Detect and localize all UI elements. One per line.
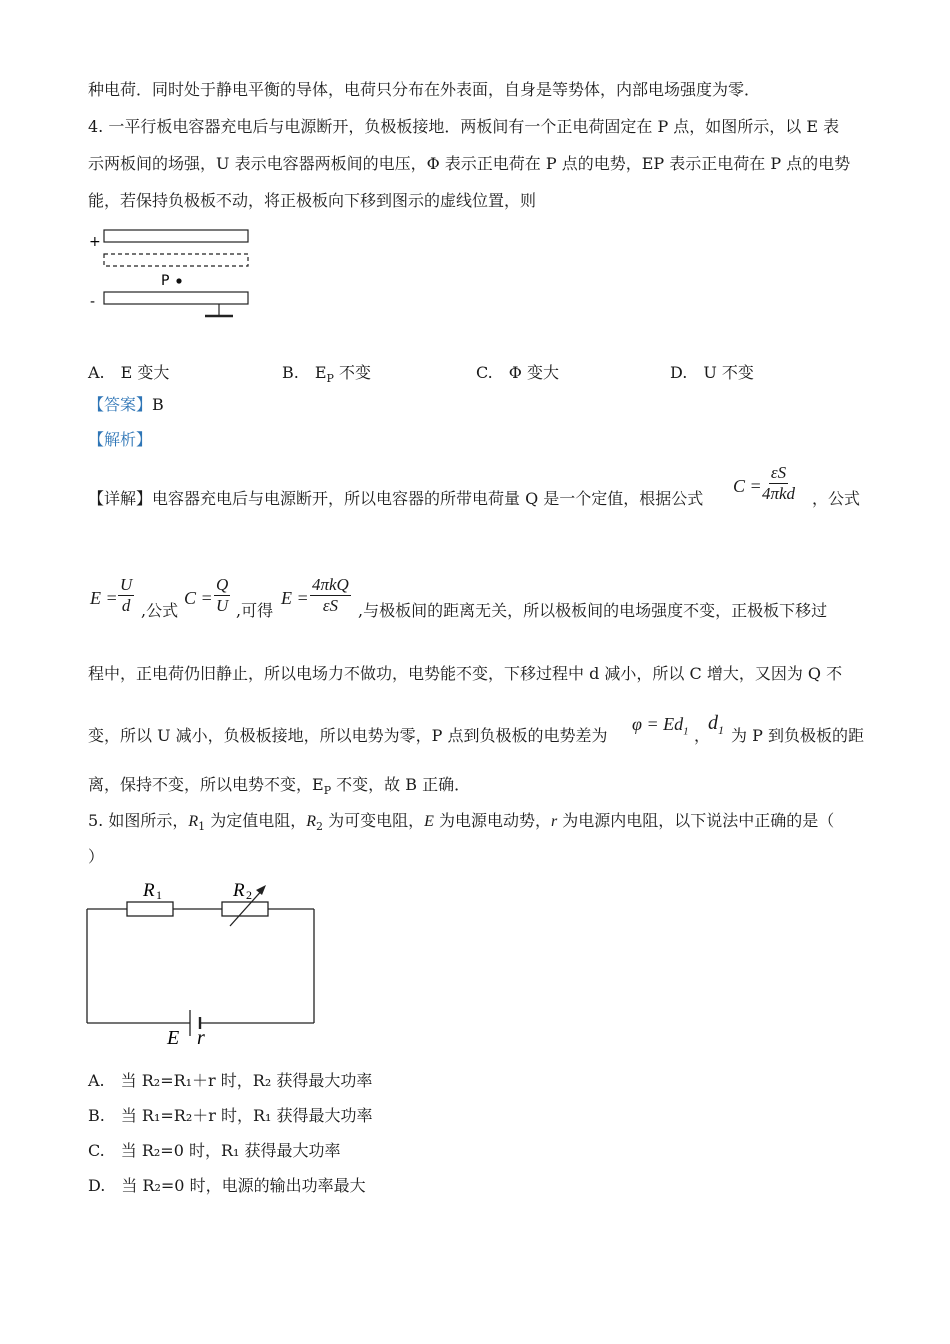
formula-c1-lhs: C = xyxy=(733,476,762,496)
e-label: E xyxy=(167,1027,180,1049)
negative-plate xyxy=(104,292,248,304)
r-label: r xyxy=(197,1027,205,1049)
analysis-tag: 【解析】 xyxy=(88,430,153,449)
point-p-label: P xyxy=(161,273,170,289)
q5-option-b: B. 当 R₁=R₂＋r 时，R₁ 获得最大功率 xyxy=(88,1106,373,1125)
q5-stem-line2: ） xyxy=(88,847,105,866)
q5-stem-line1: 5. 如图所示，$R_1$ 为定值电阻，$R_2$ 为可变电阻，E 为电源电动势，r 为电源内电阻，以下说法中正确的是（ xyxy=(88,811,835,834)
q4-option-d: D. U 不变 xyxy=(670,363,754,382)
r1-label: R xyxy=(143,880,155,901)
r1-label-sub: 1 xyxy=(156,888,162,902)
capacitor-diagram xyxy=(85,225,265,325)
q5-option-d: D. 当 R₂=0 时，电源的输出功率最大 xyxy=(88,1176,366,1195)
paragraph-continuation: 种电荷．同时处于静电平衡的导体，电荷只分布在外表面，自身是等势体，内部电场强度为零． xyxy=(88,80,761,99)
detail-line2: ,与极板间的距离无关，所以极板间的电场强度不变，正极板下移过 xyxy=(358,601,828,620)
detail-tag: 【详解】 xyxy=(88,489,153,508)
q4-stem-line3: 能，若保持负极板不动，将正极板向下移到图示的虚线位置，则 xyxy=(88,191,537,210)
r2-label-sub: 2 xyxy=(246,888,252,902)
formula-c2-frac: $\frac{Q}{U}$ xyxy=(216,575,229,615)
detail-line4: 变，所以 U 减小，负极板接地，所以电势为零，P 点到负极板的电势差为 xyxy=(88,726,608,745)
detail-mid1: ,公式 xyxy=(141,601,179,620)
detail-line1: 【详解】电容器充电后与电源断开，所以电容器的所带电荷量 Q 是一个定值，根据公式 xyxy=(88,489,704,508)
formula-c2-lhs: C = xyxy=(184,588,213,608)
q4-option-c: C. Φ 变大 xyxy=(476,363,559,382)
formula-c1-frac: εS 4πkd xyxy=(762,463,796,503)
point-p-dot xyxy=(176,278,181,283)
detail-line4b: 为 P 到负极板的距 xyxy=(731,726,864,745)
answer-tag: 【答案】 xyxy=(88,395,153,414)
q4-answer: 【答案】B xyxy=(88,395,164,414)
r2-label: R xyxy=(233,880,245,901)
q5-option-c: C. 当 R₂=0 时，R₁ 获得最大功率 xyxy=(88,1141,341,1160)
minus-sign: - xyxy=(90,294,96,310)
plus-sign: + xyxy=(89,234,101,250)
formula-phi: $\varphi = Ed_1$ xyxy=(632,714,689,738)
detail-line3: 程中，正电荷仍旧静止，所以电场力不做功，电势能不变，下移过程中 d 减小，所以 C 增大，又因为 Q 不 xyxy=(88,664,843,683)
detail-mid2: ,可得 xyxy=(236,601,274,620)
q4-stem-line2: 示两板间的场强，U 表示电容器两板间的电压，Φ 表示正电荷在 P 点的电势，EP 表示正电荷在 P 点的电势 xyxy=(88,154,851,173)
symbol-d1: $d_1$ xyxy=(708,712,724,737)
detail-line1-end: ，公式 xyxy=(812,489,861,508)
q4-option-a: A. E 变大 xyxy=(88,363,170,382)
formula-e2-lhs: E = xyxy=(281,588,309,608)
q4-stem-line1: 4. 一平行板电容器充电后与电源断开，负极板接地．两板间有一个正电荷固定在 P 点，如图所示，以 E 表 xyxy=(88,117,840,136)
q5-option-a: A. 当 R₂=R₁＋r 时，R₂ 获得最大功率 xyxy=(88,1071,373,1090)
circuit-diagram xyxy=(80,872,330,1052)
detail-line5: 离，保持不变，所以电势不变，$E_P$ 不变，故 B 正确． xyxy=(88,775,471,798)
formula-e-frac: $\frac{U}{d}$ xyxy=(120,575,133,615)
dashed-plate-position xyxy=(104,254,248,266)
resistor-r1 xyxy=(127,902,173,916)
detail-line4-comma: ， xyxy=(694,726,711,745)
formula-e-lhs: E = xyxy=(90,588,118,608)
formula-e2-frac: 4πkQ εS xyxy=(312,575,349,615)
q4-option-b: B. $E_P$ 不变 xyxy=(282,363,372,386)
positive-plate xyxy=(104,230,248,242)
